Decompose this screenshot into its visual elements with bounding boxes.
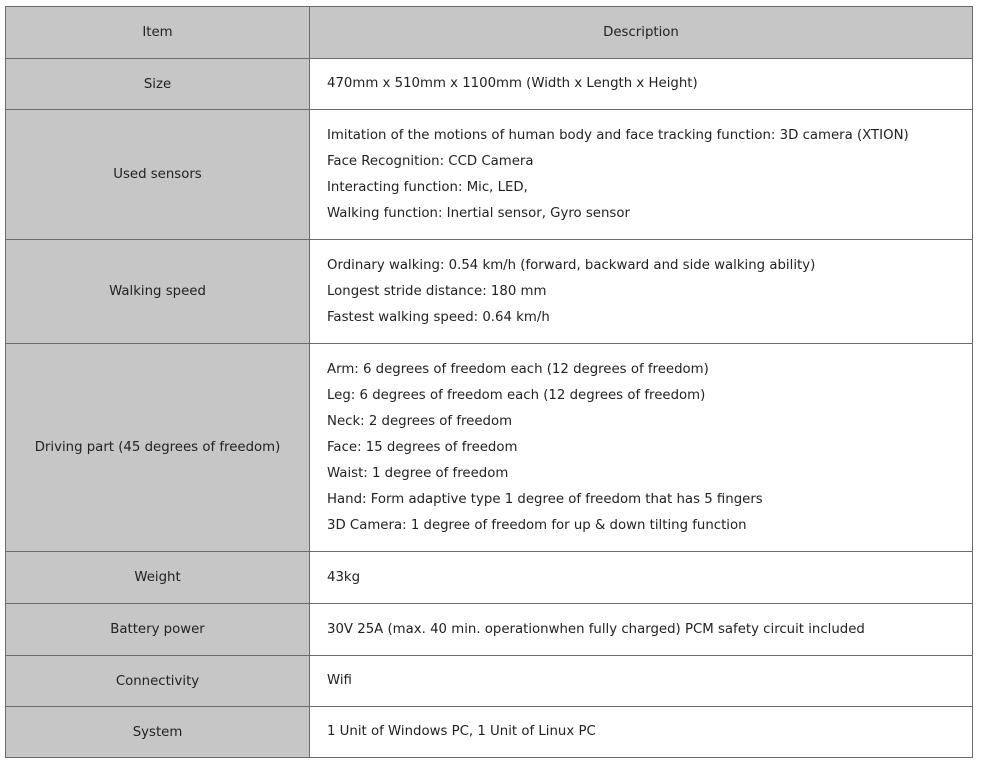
row-item: Battery power xyxy=(6,604,310,656)
description-line: 470mm x 510mm x 1100mm (Width x Length x Height) xyxy=(327,76,698,91)
row-item: Walking speed xyxy=(6,240,310,344)
description-line: Longest stride distance: 180 mm xyxy=(327,283,547,299)
row-item: System xyxy=(6,707,310,758)
description-line: 3D Camera: 1 degree of freedom for up & down tilting function xyxy=(327,517,747,533)
description-line: 1 Unit of Windows PC, 1 Unit of Linux PC xyxy=(327,724,596,739)
header-row xyxy=(6,7,973,59)
row-item: Driving part (45 degrees of freedom) xyxy=(6,344,310,552)
description-line: Leg: 6 degrees of freedom each (12 degrees of freedom) xyxy=(327,387,706,403)
description-line: 43kg xyxy=(327,569,361,585)
description-line: Waist: 1 degree of freedom xyxy=(327,465,509,481)
row-item: Size xyxy=(6,59,310,110)
table-row xyxy=(6,344,973,552)
description-line: 30V 25A (max. 40 min. operationwhen fully charged) PCM safety circuit included xyxy=(327,621,865,637)
spec-table xyxy=(5,6,973,758)
table-row xyxy=(6,240,973,344)
row-item: Connectivity xyxy=(6,656,310,707)
row-description xyxy=(310,344,973,552)
row-item: Weight xyxy=(6,552,310,604)
row-description xyxy=(310,604,973,656)
description-line: Face: 15 degrees of freedom xyxy=(327,439,518,455)
description-line: Neck: 2 degrees of freedom xyxy=(327,413,513,429)
table-row xyxy=(6,656,973,707)
row-description xyxy=(310,707,973,758)
table-row xyxy=(6,552,973,604)
description-line: Imitation of the motions of human body and face tracking function: 3D camera (XTION) xyxy=(327,127,909,143)
table-row xyxy=(6,707,973,758)
description-line: Arm: 6 degrees of freedom each (12 degrees of freedom) xyxy=(327,361,709,377)
description-line: Wifi xyxy=(327,673,352,688)
row-item: Used sensors xyxy=(6,110,310,240)
row-description xyxy=(310,552,973,604)
description-line: Ordinary walking: 0.54 km/h (forward, backward and side walking ability) xyxy=(327,257,816,273)
table-row xyxy=(6,59,973,110)
table-row xyxy=(6,604,973,656)
description-line: Interacting function: Mic, LED, xyxy=(327,179,528,195)
row-description xyxy=(310,59,973,110)
description-line: Face Recognition: CCD Camera xyxy=(327,153,534,169)
row-description xyxy=(310,656,973,707)
description-line: Fastest walking speed: 0.64 km/h xyxy=(327,309,550,325)
row-description xyxy=(310,240,973,344)
description-line: Hand: Form adaptive type 1 degree of freedom that has 5 fingers xyxy=(327,491,763,507)
header-item: Item xyxy=(6,7,310,59)
description-line: Walking function: Inertial sensor, Gyro sensor xyxy=(327,205,630,221)
header-description: Description xyxy=(310,7,973,59)
table-row xyxy=(6,110,973,240)
row-description xyxy=(310,110,973,240)
